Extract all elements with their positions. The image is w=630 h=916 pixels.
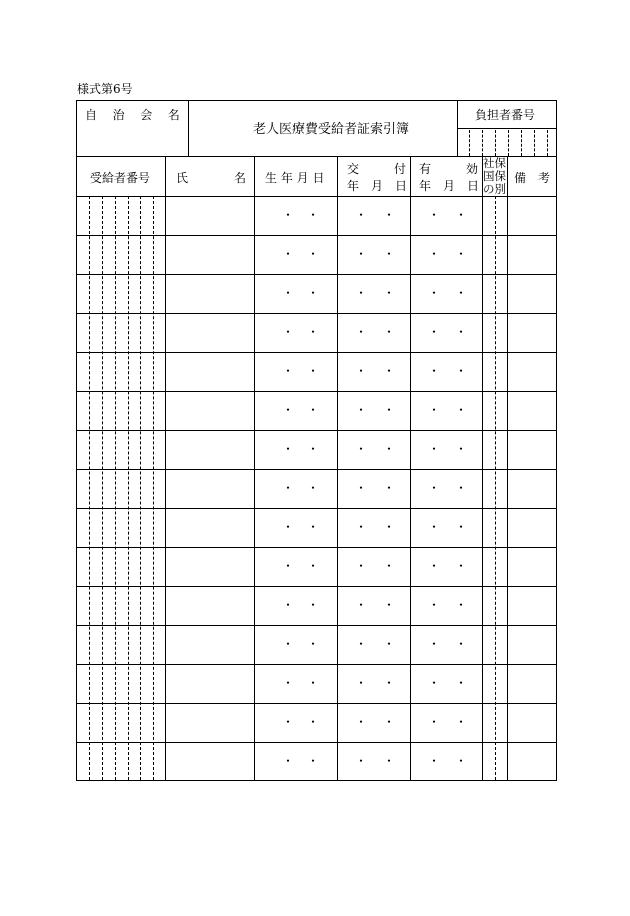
- col-valid-top-left: 有: [419, 162, 432, 176]
- date-separator: ・: [355, 520, 368, 534]
- header-box: [76, 100, 557, 157]
- date-separator: ・: [428, 598, 441, 612]
- date-separator: ・: [428, 208, 441, 222]
- digit-separator: [508, 130, 509, 156]
- col-insurance-line3: の別: [483, 182, 506, 196]
- row-divider: [77, 391, 556, 392]
- date-separator: ・: [355, 715, 368, 729]
- date-separator: ・: [307, 676, 320, 690]
- date-separator: ・: [428, 520, 441, 534]
- date-separator: ・: [282, 286, 295, 300]
- date-separator: ・: [355, 481, 368, 495]
- date-separator: ・: [383, 286, 396, 300]
- date-separator: ・: [455, 559, 468, 573]
- date-separator: ・: [455, 208, 468, 222]
- date-separator: ・: [383, 520, 396, 534]
- date-separator: ・: [428, 442, 441, 456]
- date-separator: ・: [428, 325, 441, 339]
- digit-separator: [102, 196, 103, 780]
- date-separator: ・: [428, 481, 441, 495]
- digit-separator: [534, 130, 535, 156]
- date-separator: ・: [307, 286, 320, 300]
- date-separator: ・: [282, 754, 295, 768]
- digit-separator: [547, 130, 548, 156]
- date-separator: ・: [355, 247, 368, 261]
- municipality-label: 自 治 会 名: [85, 108, 182, 122]
- col-name-right: 名: [234, 171, 247, 185]
- date-separator: ・: [355, 364, 368, 378]
- date-separator: ・: [428, 715, 441, 729]
- row-divider: [77, 313, 556, 314]
- digit-separator: [89, 196, 90, 780]
- date-separator: ・: [428, 637, 441, 651]
- date-separator: ・: [383, 715, 396, 729]
- date-separator: ・: [383, 208, 396, 222]
- digit-separator: [153, 196, 154, 780]
- row-divider: [77, 508, 556, 509]
- date-separator: ・: [307, 715, 320, 729]
- insurance-split: [495, 196, 496, 780]
- date-separator: ・: [455, 442, 468, 456]
- row-divider: [77, 352, 556, 353]
- date-separator: ・: [307, 403, 320, 417]
- date-separator: ・: [282, 208, 295, 222]
- row-divider: [77, 703, 556, 704]
- date-separator: ・: [307, 637, 320, 651]
- date-separator: ・: [307, 559, 320, 573]
- date-separator: ・: [282, 676, 295, 690]
- row-divider: [77, 547, 556, 548]
- date-separator: ・: [355, 442, 368, 456]
- date-separator: ・: [455, 247, 468, 261]
- date-separator: ・: [355, 598, 368, 612]
- recipient-index-table: [76, 156, 557, 781]
- date-separator: ・: [355, 754, 368, 768]
- date-separator: ・: [383, 364, 396, 378]
- date-separator: ・: [307, 247, 320, 261]
- date-separator: ・: [307, 754, 320, 768]
- date-separator: ・: [383, 598, 396, 612]
- row-divider: [77, 196, 556, 197]
- date-separator: ・: [282, 559, 295, 573]
- date-separator: ・: [383, 247, 396, 261]
- divider: [457, 128, 556, 129]
- date-separator: ・: [383, 676, 396, 690]
- row-divider: [77, 430, 556, 431]
- row-divider: [77, 742, 556, 743]
- date-separator: ・: [383, 442, 396, 456]
- date-separator: ・: [355, 637, 368, 651]
- col-insurance-line2: 国保: [483, 169, 506, 183]
- date-separator: ・: [455, 325, 468, 339]
- date-separator: ・: [307, 481, 320, 495]
- col-remarks: 備 考: [514, 171, 551, 185]
- date-separator: ・: [428, 754, 441, 768]
- digit-separator: [521, 130, 522, 156]
- date-separator: ・: [307, 442, 320, 456]
- col-insurance-line1: 社保: [483, 156, 506, 170]
- col-valid-bottom: 年 月 日: [419, 179, 480, 193]
- register-title: 老人医療費受給者証索引簿: [253, 122, 410, 137]
- row-divider: [77, 586, 556, 587]
- col-name-left: 氏: [176, 171, 189, 185]
- date-separator: ・: [383, 754, 396, 768]
- row-divider: [77, 235, 556, 236]
- date-separator: ・: [282, 403, 295, 417]
- date-separator: ・: [455, 598, 468, 612]
- digit-separator: [128, 196, 129, 780]
- date-separator: ・: [455, 403, 468, 417]
- date-separator: ・: [355, 286, 368, 300]
- digit-separator: [140, 196, 141, 780]
- date-separator: ・: [355, 403, 368, 417]
- col-birth-date: 生 年 月 日: [265, 171, 325, 185]
- digit-separator: [469, 130, 470, 156]
- date-separator: ・: [355, 325, 368, 339]
- date-separator: ・: [282, 637, 295, 651]
- date-separator: ・: [383, 403, 396, 417]
- date-separator: ・: [383, 559, 396, 573]
- col-issue-top-right: 付: [394, 162, 407, 176]
- date-separator: ・: [307, 364, 320, 378]
- date-separator: ・: [355, 559, 368, 573]
- digit-separator: [115, 196, 116, 780]
- date-separator: ・: [282, 325, 295, 339]
- date-separator: ・: [428, 559, 441, 573]
- date-separator: ・: [282, 520, 295, 534]
- col-issue-bottom: 年 月 日: [347, 179, 408, 193]
- date-separator: ・: [428, 676, 441, 690]
- date-separator: ・: [428, 364, 441, 378]
- date-separator: ・: [282, 481, 295, 495]
- date-separator: ・: [307, 325, 320, 339]
- date-separator: ・: [455, 364, 468, 378]
- col-issue-top-left: 交: [347, 162, 360, 176]
- date-separator: ・: [428, 286, 441, 300]
- date-separator: ・: [282, 442, 295, 456]
- date-separator: ・: [355, 676, 368, 690]
- row-divider: [77, 625, 556, 626]
- date-separator: ・: [383, 325, 396, 339]
- date-separator: ・: [383, 637, 396, 651]
- date-separator: ・: [282, 364, 295, 378]
- row-divider: [77, 469, 556, 470]
- digit-separator: [482, 130, 483, 156]
- date-separator: ・: [307, 598, 320, 612]
- row-divider: [77, 664, 556, 665]
- row-divider: [77, 274, 556, 275]
- date-separator: ・: [282, 598, 295, 612]
- form-number-label: 様式第6号: [77, 82, 133, 96]
- date-separator: ・: [455, 754, 468, 768]
- date-separator: ・: [455, 637, 468, 651]
- divider: [188, 101, 189, 156]
- date-separator: ・: [282, 715, 295, 729]
- col-valid-top-right: 効: [466, 162, 479, 176]
- digit-separator: [495, 130, 496, 156]
- date-separator: ・: [307, 208, 320, 222]
- col-recipient-number: 受給者番号: [90, 171, 151, 185]
- date-separator: ・: [428, 403, 441, 417]
- date-separator: ・: [307, 520, 320, 534]
- date-separator: ・: [282, 247, 295, 261]
- date-separator: ・: [428, 247, 441, 261]
- date-separator: ・: [355, 208, 368, 222]
- date-separator: ・: [383, 481, 396, 495]
- payer-number-label: 負担者番号: [475, 108, 536, 122]
- date-separator: ・: [455, 676, 468, 690]
- date-separator: ・: [455, 715, 468, 729]
- date-separator: ・: [455, 286, 468, 300]
- date-separator: ・: [455, 481, 468, 495]
- date-separator: ・: [455, 520, 468, 534]
